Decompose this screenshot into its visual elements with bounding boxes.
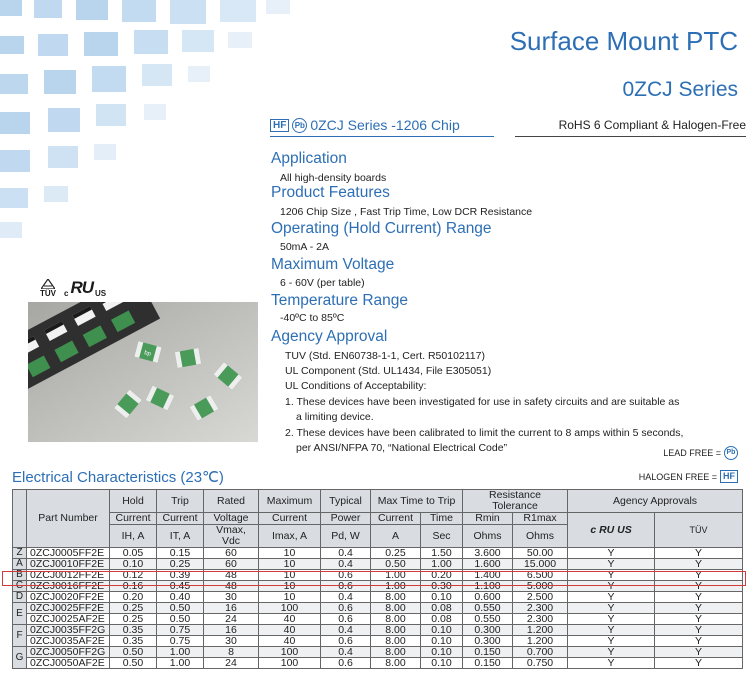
cell-r1: 0.750 <box>513 658 568 669</box>
cell-tuv: Y <box>655 570 743 581</box>
header-maximum-current: Current <box>259 513 321 525</box>
cell-pn: 0ZCJ0016FF2E <box>27 581 110 592</box>
cell-ih: 0.12 <box>110 570 157 581</box>
header-maximum: Maximum <box>259 490 321 513</box>
cell-v: 16 <box>204 603 259 614</box>
application-heading: Application <box>271 150 347 167</box>
cell-tuv: Y <box>655 614 743 625</box>
cell-rmin: 0.150 <box>463 647 513 658</box>
cell-it: 0.75 <box>157 625 204 636</box>
cell-r1: 2.300 <box>513 603 568 614</box>
cell-r1: 1.200 <box>513 625 568 636</box>
chip-marking: bp <box>143 350 152 358</box>
agency-condition: 1. These devices have been investigated for use in safety circuits and are suitable as <box>285 396 680 408</box>
cell-it: 0.39 <box>157 570 204 581</box>
agency-condition: a limiting device. <box>296 411 374 423</box>
unit-a: A <box>371 525 421 548</box>
cell-sec: 0.10 <box>421 647 463 658</box>
cell-pd: 0.4 <box>321 625 371 636</box>
cell-imax: 40 <box>259 614 321 625</box>
cell-pd: 0.6 <box>321 614 371 625</box>
cell-ul: Y <box>568 636 655 647</box>
table-row <box>13 647 743 658</box>
divider <box>270 136 494 137</box>
cell-a: 0.25 <box>371 548 421 559</box>
cell-v: 48 <box>204 570 259 581</box>
group-letter: E <box>13 603 27 625</box>
header-hold: Hold <box>110 490 157 513</box>
cell-tuv: Y <box>655 647 743 658</box>
header-part-number: Part Number <box>27 490 110 548</box>
cell-it: 0.50 <box>157 614 204 625</box>
cell-ul: Y <box>568 559 655 570</box>
cell-ih: 0.25 <box>110 614 157 625</box>
cell-it: 1.00 <box>157 647 204 658</box>
cell-ih: 0.25 <box>110 603 157 614</box>
group-letter: A <box>13 559 27 570</box>
cell-pd: 0.4 <box>321 559 371 570</box>
tuv-label: TÜV <box>40 289 56 298</box>
cell-pn: 0ZCJ0010FF2E <box>27 559 110 570</box>
cell-v: 60 <box>204 548 259 559</box>
cell-sec: 1.00 <box>421 559 463 570</box>
product-photo <box>28 302 258 442</box>
cell-a: 8.00 <box>371 592 421 603</box>
header-time: Time <box>421 513 463 525</box>
cell-a: 8.00 <box>371 625 421 636</box>
cell-pd: 0.4 <box>321 647 371 658</box>
cell-it: 0.15 <box>157 548 204 559</box>
cell-pd: 0.6 <box>321 581 371 592</box>
cell-a: 8.00 <box>371 603 421 614</box>
cell-pn: 0ZCJ0012FF2E <box>27 570 110 581</box>
cell-pd: 0.6 <box>321 636 371 647</box>
header-typical: Typical <box>321 490 371 513</box>
cell-v: 8 <box>204 647 259 658</box>
cell-ul: Y <box>568 581 655 592</box>
cell-pn: 0ZCJ0050AF2E <box>27 658 110 669</box>
header-trip: Trip <box>157 490 204 513</box>
lead-free-legend <box>663 446 738 460</box>
cell-sec: 0.10 <box>421 658 463 669</box>
divider <box>515 136 746 137</box>
cell-v: 30 <box>204 592 259 603</box>
cell-r1: 0.700 <box>513 647 568 658</box>
table-row <box>13 603 743 614</box>
header-current: Current <box>371 513 421 525</box>
rohs-statement: RoHS 6 Compliant & Halogen-Free <box>558 118 746 132</box>
cell-rmin: 0.550 <box>463 614 513 625</box>
group-letter: C <box>13 581 27 592</box>
cell-ih: 0.20 <box>110 592 157 603</box>
cell-sec: 0.10 <box>421 592 463 603</box>
cell-v: 30 <box>204 636 259 647</box>
cell-pd: 0.6 <box>321 658 371 669</box>
cell-pn: 0ZCJ0025AF2E <box>27 614 110 625</box>
temperature-heading: Temperature Range <box>271 292 408 309</box>
cell-it: 0.75 <box>157 636 204 647</box>
series-line <box>270 117 746 137</box>
cell-r1: 50.00 <box>513 548 568 559</box>
cell-ul: Y <box>568 614 655 625</box>
cell-pn: 0ZCJ0050FF2G <box>27 647 110 658</box>
certification-marks <box>40 278 106 298</box>
cell-sec: 0.10 <box>421 636 463 647</box>
header-ul-icon: c RU US <box>568 513 655 548</box>
cell-pd: 0.6 <box>321 603 371 614</box>
cell-sec: 0.10 <box>421 625 463 636</box>
cell-tuv: Y <box>655 636 743 647</box>
temperature-text: -40ºC to 85ºC <box>280 312 345 324</box>
unit-ohms: Ohms <box>513 525 568 548</box>
features-text: 1206 Chip Size , Fast Trip Time, Low DCR Resistance <box>280 206 533 218</box>
unit-ih: IH, A <box>110 525 157 548</box>
unit-vmax: Vmax, Vdc <box>204 525 259 548</box>
cell-it: 1.00 <box>157 658 204 669</box>
cell-pd: 0.6 <box>321 570 371 581</box>
cell-tuv: Y <box>655 592 743 603</box>
series-subtitle: 0ZCJ Series <box>622 78 738 101</box>
unit-ohms: Ohms <box>463 525 513 548</box>
features-heading: Product Features <box>271 184 390 201</box>
cell-ul: Y <box>568 548 655 559</box>
agency-line: TUV (Std. EN60738-1-1, Cert. R50102117) <box>285 350 485 362</box>
cell-r1: 2.300 <box>513 614 568 625</box>
halogen-free-label: HALOGEN FREE = <box>638 471 717 482</box>
ul-core: RU <box>70 278 94 297</box>
cell-imax: 10 <box>259 592 321 603</box>
cell-pd: 0.4 <box>321 592 371 603</box>
cell-ih: 0.10 <box>110 559 157 570</box>
cell-imax: 40 <box>259 636 321 647</box>
cell-v: 24 <box>204 658 259 669</box>
cell-a: 1.00 <box>371 581 421 592</box>
cell-ul: Y <box>568 592 655 603</box>
cell-tuv: Y <box>655 658 743 669</box>
header-resistance-tolerance: Resistance Tolerance <box>463 490 568 513</box>
table-row <box>13 559 743 570</box>
cell-v: 24 <box>204 614 259 625</box>
cell-r1: 15.000 <box>513 559 568 570</box>
halogen-free-icon: HF <box>270 119 289 132</box>
cell-rmin: 0.300 <box>463 625 513 636</box>
agency-condition: per ANSI/NFPA 70, “National Electrical Code” <box>296 442 508 454</box>
unit-imax: Imax, A <box>259 525 321 548</box>
operating-heading: Operating (Hold Current) Range <box>271 220 492 237</box>
cell-ul: Y <box>568 658 655 669</box>
cell-pn: 0ZCJ0035AF2E <box>27 636 110 647</box>
cell-rmin: 0.300 <box>463 636 513 647</box>
cell-ul: Y <box>568 647 655 658</box>
unit-sec: Sec <box>421 525 463 548</box>
voltage-text: 6 - 60V (per table) <box>280 277 365 289</box>
cell-ih: 0.05 <box>110 548 157 559</box>
cell-pn: 0ZCJ0025FF2E <box>27 603 110 614</box>
header-typical-power: Power <box>321 513 371 525</box>
cell-sec: 0.08 <box>421 603 463 614</box>
cell-r1: 6.500 <box>513 570 568 581</box>
cell-rmin: 1.400 <box>463 570 513 581</box>
electrical-title: Electrical Characteristics (23℃) <box>12 469 224 486</box>
table-row <box>13 592 743 603</box>
cell-imax: 100 <box>259 658 321 669</box>
decorative-squares <box>0 0 300 245</box>
table-row <box>13 625 743 636</box>
table-header-row <box>13 490 743 513</box>
cell-it: 0.25 <box>157 559 204 570</box>
cell-imax: 40 <box>259 625 321 636</box>
operating-text: 50mA - 2A <box>280 241 330 253</box>
lead-free-label: LEAD FREE = <box>663 448 721 458</box>
cell-sec: 0.08 <box>421 614 463 625</box>
agency-line: UL Component (Std. UL1434, File E305051) <box>285 365 492 377</box>
cell-tuv: Y <box>655 603 743 614</box>
cell-rmin: 0.600 <box>463 592 513 603</box>
cell-tuv: Y <box>655 625 743 636</box>
cell-a: 8.00 <box>371 614 421 625</box>
cell-ul: Y <box>568 570 655 581</box>
header-rated: Rated <box>204 490 259 513</box>
cell-it: 0.50 <box>157 603 204 614</box>
cell-ih: 0.50 <box>110 658 157 669</box>
group-letter: F <box>13 625 27 647</box>
cell-imax: 100 <box>259 647 321 658</box>
cell-v: 16 <box>204 625 259 636</box>
cell-sec: 0.20 <box>421 570 463 581</box>
table-header-row <box>13 513 743 525</box>
cell-imax: 10 <box>259 581 321 592</box>
table-row <box>13 636 743 647</box>
cell-pd: 0.4 <box>321 548 371 559</box>
cell-imax: 10 <box>259 559 321 570</box>
group-letter: Z <box>13 548 27 559</box>
group-letter: B <box>13 570 27 581</box>
cell-imax: 10 <box>259 548 321 559</box>
cell-rmin: 1.100 <box>463 581 513 592</box>
unit-pd: Pd, W <box>321 525 371 548</box>
agency-heading: Agency Approval <box>271 328 388 345</box>
ul-us: US <box>95 289 107 298</box>
cell-rmin: 3.600 <box>463 548 513 559</box>
cell-a: 1.00 <box>371 570 421 581</box>
table-row <box>13 658 743 669</box>
cell-imax: 100 <box>259 603 321 614</box>
cell-ul: Y <box>568 625 655 636</box>
cell-imax: 10 <box>259 570 321 581</box>
cell-rmin: 0.550 <box>463 603 513 614</box>
cell-r1: 5.000 <box>513 581 568 592</box>
header-max-time-to-trip: Max Time to Trip <box>371 490 463 513</box>
table-row <box>13 614 743 625</box>
cell-v: 60 <box>204 559 259 570</box>
header-rmin: Rmin <box>463 513 513 525</box>
cell-it: 0.40 <box>157 592 204 603</box>
agency-condition: 2. These devices have been calibrated to limit the current to 8 amps within 5 seconds, <box>285 427 684 439</box>
cell-v: 48 <box>204 581 259 592</box>
cell-a: 8.00 <box>371 647 421 658</box>
page-title: Surface Mount PTC <box>509 26 738 56</box>
header-hold-current: Current <box>110 513 157 525</box>
cell-r1: 2.500 <box>513 592 568 603</box>
cell-tuv: Y <box>655 559 743 570</box>
agency-line: UL Conditions of Acceptability: <box>285 380 427 392</box>
group-letter: G <box>13 647 27 669</box>
series-title: 0ZCJ Series -1206 Chip <box>310 117 460 133</box>
lead-free-icon: Pb <box>292 118 307 133</box>
cell-ih: 0.50 <box>110 647 157 658</box>
group-header <box>13 490 27 548</box>
highlighted-row-frame <box>2 571 746 586</box>
lead-free-icon: Pb <box>724 446 738 460</box>
ul-icon <box>64 278 106 298</box>
cell-ih: 0.16 <box>110 581 157 592</box>
cell-rmin: 1.600 <box>463 559 513 570</box>
header-agency-approvals: Agency Approvals <box>568 490 743 513</box>
cell-a: 0.50 <box>371 559 421 570</box>
cell-it: 0.45 <box>157 581 204 592</box>
voltage-heading: Maximum Voltage <box>271 256 395 273</box>
group-letter: D <box>13 592 27 603</box>
header-rated-voltage: Voltage <box>204 513 259 525</box>
cell-tuv: Y <box>655 581 743 592</box>
application-text: All high-density boards <box>280 172 387 184</box>
header-trip-current: Current <box>157 513 204 525</box>
cell-a: 8.00 <box>371 658 421 669</box>
cell-ih: 0.35 <box>110 625 157 636</box>
cell-sec: 0.30 <box>421 581 463 592</box>
cell-a: 8.00 <box>371 636 421 647</box>
cell-pn: 0ZCJ0020FF2E <box>27 592 110 603</box>
cell-ul: Y <box>568 603 655 614</box>
halogen-free-legend <box>639 470 738 483</box>
cell-rmin: 0.150 <box>463 658 513 669</box>
cell-r1: 1.200 <box>513 636 568 647</box>
cell-pn: 0ZCJ0005FF2E <box>27 548 110 559</box>
header-tuv-icon: TÜV <box>655 513 743 548</box>
header-r1max: R1max <box>513 513 568 525</box>
halogen-free-icon: HF <box>720 470 738 483</box>
ul-c: c <box>64 289 69 298</box>
cell-ih: 0.35 <box>110 636 157 647</box>
table-row <box>13 548 743 559</box>
unit-it: IT, A <box>157 525 204 548</box>
cell-pn: 0ZCJ0035FF2G <box>27 625 110 636</box>
cell-sec: 1.50 <box>421 548 463 559</box>
tuv-icon <box>40 279 56 298</box>
cell-tuv: Y <box>655 548 743 559</box>
